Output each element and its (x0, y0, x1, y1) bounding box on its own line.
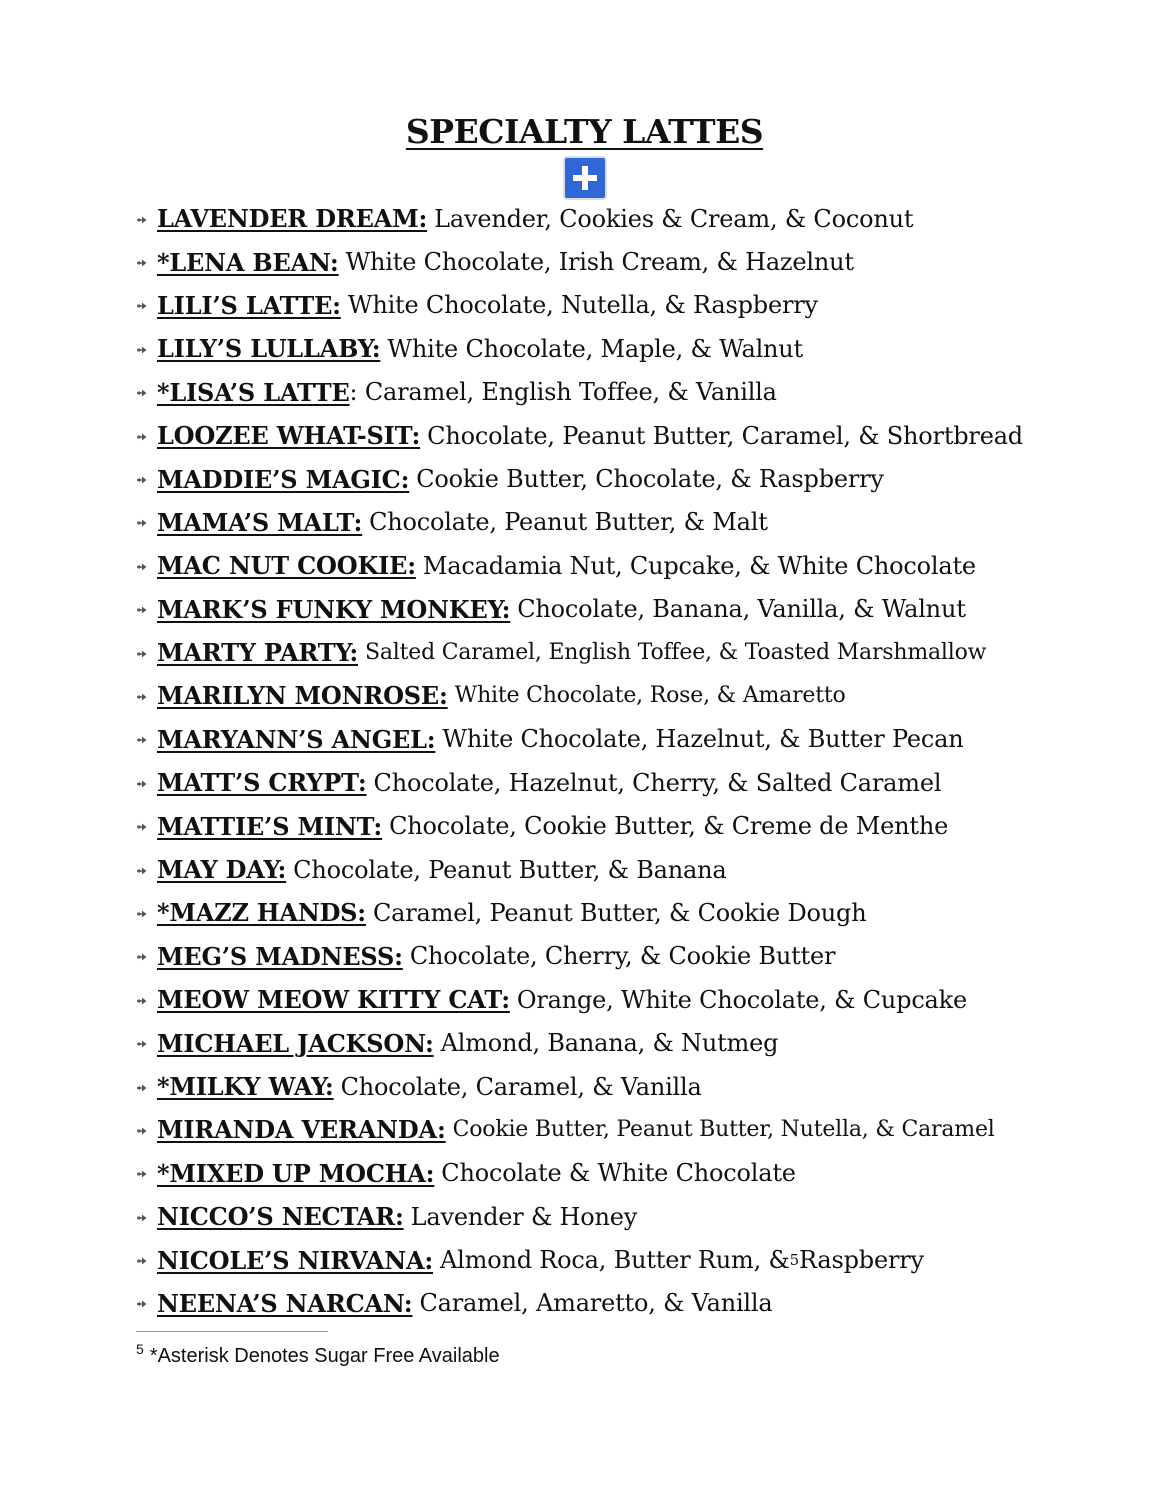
latte-flavors: White Chocolate, Nutella, & Raspberry (347, 291, 818, 320)
arrow-bullet-icon (136, 209, 157, 229)
arrow-bullet-icon (136, 512, 157, 532)
latte-flavors: White Chocolate, Rose, & Amaretto (454, 683, 846, 709)
arrow-bullet-icon (136, 426, 157, 446)
arrow-bullet-icon (136, 1120, 157, 1140)
footnote (136, 1341, 500, 1368)
arrow-bullet-icon (136, 1033, 157, 1053)
list-item (136, 284, 1023, 327)
arrow-bullet-icon (136, 556, 157, 576)
add-button[interactable] (563, 156, 607, 200)
list-item (136, 327, 1023, 370)
latte-name: MATTIE’S MINT: (157, 811, 383, 841)
list-item (136, 631, 1023, 674)
list-item (136, 674, 1023, 717)
arrow-bullet-icon (136, 382, 157, 402)
arrow-bullet-icon (136, 295, 157, 315)
latte-name: MIRANDA VERANDA: (157, 1115, 446, 1145)
list-item (136, 804, 1023, 847)
list-item (136, 588, 1023, 631)
list-item (136, 718, 1023, 761)
latte-name: MATT’S CRYPT: (157, 768, 367, 798)
latte-name: NEENA’S NARCAN: (157, 1288, 413, 1318)
plus-icon (565, 158, 605, 198)
latte-name: MAC NUT COOKIE: (157, 551, 416, 581)
list-item: NICOLE’S NIRVANA: Almond Roca, Butter Rum, & 5 Raspberry (136, 1238, 1023, 1281)
latte-flavors: White Chocolate, Maple, & Walnut (387, 334, 804, 363)
list-item (136, 197, 1023, 240)
arrow-bullet-icon (136, 946, 157, 966)
page-title: SPECIALTY LATTES (405, 112, 764, 151)
arrow-bullet-icon (136, 903, 157, 923)
latte-name: LILI’S LATTE: (157, 290, 341, 320)
list-item (136, 848, 1023, 891)
latte-flavors: Caramel, Amaretto, & Vanilla (419, 1289, 773, 1318)
list-item (136, 1282, 1023, 1325)
footnote-divider (136, 1331, 328, 1332)
latte-name: MARTY PARTY: (157, 638, 358, 668)
list-item (136, 978, 1023, 1021)
list-item (136, 544, 1023, 587)
latte-flavors: Almond Roca, Butter Rum, & (440, 1246, 790, 1275)
latte-name: MARYANN’S ANGEL: (157, 724, 436, 754)
latte-name: MEG’S MADNESS: (157, 941, 403, 971)
latte-flavors: Macadamia Nut, Cupcake, & White Chocolate (422, 551, 976, 580)
latte-flavors: Chocolate, Peanut Butter, & Banana (293, 855, 727, 884)
arrow-bullet-icon (136, 599, 157, 619)
arrow-bullet-icon (136, 1250, 157, 1270)
latte-flavors: Cookie Butter, Chocolate, & Raspberry (416, 465, 884, 494)
list-item (136, 891, 1023, 934)
arrow-bullet-icon (136, 729, 157, 749)
latte-flavors: Lavender & Honey (410, 1202, 638, 1231)
latte-name: LOOZEE WHAT-SIT: (157, 421, 421, 451)
arrow-bullet-icon (136, 773, 157, 793)
latte-name: *LISA’S LATTE (157, 377, 350, 407)
arrow-bullet-icon (136, 686, 157, 706)
list-item (136, 935, 1023, 978)
latte-name: MAMA’S MALT: (157, 507, 363, 537)
arrow-bullet-icon (136, 339, 157, 359)
latte-flavors: Salted Caramel, English Toffee, & Toasted Marshmallow (365, 640, 987, 666)
latte-flavors: White Chocolate, Irish Cream, & Hazelnut (345, 248, 854, 277)
arrow-bullet-icon (136, 1293, 157, 1313)
latte-flavors: Orange, White Chocolate, & Cupcake (516, 985, 968, 1014)
latte-name: MARILYN MONROSE: (157, 681, 448, 711)
latte-name: MADDIE’S MAGIC: (157, 464, 410, 494)
latte-flavors: Chocolate, Peanut Butter, Caramel, & Shortbread (427, 421, 1023, 450)
list-item (136, 1021, 1023, 1064)
list-item (136, 501, 1023, 544)
arrow-bullet-icon (136, 252, 157, 272)
list-item (136, 414, 1023, 457)
latte-flavors: Cookie Butter, Peanut Butter, Nutella, & Caramel (452, 1117, 995, 1143)
latte-flavors: : Caramel, English Toffee, & Vanilla (349, 378, 777, 407)
latte-name: MARK’S FUNKY MONKEY: (157, 594, 511, 624)
list-item (136, 1108, 1023, 1151)
list-item (136, 1195, 1023, 1238)
latte-name: MAY DAY: (157, 855, 287, 885)
latte-name: MICHAEL JACKSON: (157, 1028, 434, 1058)
latte-name: LILY’S LULLABY: (157, 334, 381, 364)
latte-flavors: Chocolate, Caramel, & Vanilla (340, 1072, 702, 1101)
list-item (136, 240, 1023, 283)
arrow-bullet-icon (136, 643, 157, 663)
latte-list (136, 197, 1023, 1325)
footnote-text: *Asterisk Denotes Sugar Free Available (149, 1345, 500, 1367)
arrow-bullet-icon (136, 1163, 157, 1183)
latte-name: *MILKY WAY: (157, 1072, 334, 1101)
latte-flavors: Chocolate, Peanut Butter, & Malt (369, 508, 768, 537)
latte-name: *MAZZ HANDS: (157, 898, 366, 928)
latte-name: LAVENDER DREAM: (157, 204, 428, 234)
list-item (136, 371, 1023, 414)
latte-flavors: Chocolate, Hazelnut, Cherry, & Salted Caramel (373, 768, 942, 797)
arrow-bullet-icon (136, 860, 157, 880)
arrow-bullet-icon (136, 1077, 157, 1097)
latte-name: NICOLE’S NIRVANA: (157, 1245, 434, 1275)
arrow-bullet-icon (136, 816, 157, 836)
latte-flavors: Chocolate, Cherry, & Cookie Butter (409, 942, 836, 971)
list-item (136, 457, 1023, 500)
latte-name: MEOW MEOW KITTY CAT: (157, 985, 510, 1015)
latte-flavors: White Chocolate, Hazelnut, & Butter Pecan (442, 725, 964, 754)
latte-flavors: Chocolate & White Chocolate (441, 1159, 796, 1188)
latte-name: *MIXED UP MOCHA: (157, 1158, 435, 1188)
latte-flavors: Almond, Banana, & Nutmeg (440, 1029, 779, 1058)
arrow-bullet-icon (136, 1207, 157, 1227)
arrow-bullet-icon (136, 990, 157, 1010)
list-item (136, 1152, 1023, 1195)
latte-flavors: Chocolate, Banana, Vanilla, & Walnut (517, 595, 966, 624)
latte-flavors-continued: Raspberry (798, 1246, 924, 1275)
latte-name: *LENA BEAN: (157, 247, 339, 277)
latte-flavors: Chocolate, Cookie Butter, & Creme de Menthe (389, 812, 949, 841)
latte-flavors: Lavender, Cookies & Cream, & Coconut (434, 204, 914, 233)
footnote-mark: 5 (136, 1341, 144, 1358)
latte-flavors: Caramel, Peanut Butter, & Cookie Dough (372, 898, 867, 927)
list-item (136, 761, 1023, 804)
list-item (136, 1065, 1023, 1108)
latte-name: NICCO’S NECTAR: (157, 1202, 404, 1232)
arrow-bullet-icon (136, 469, 157, 489)
